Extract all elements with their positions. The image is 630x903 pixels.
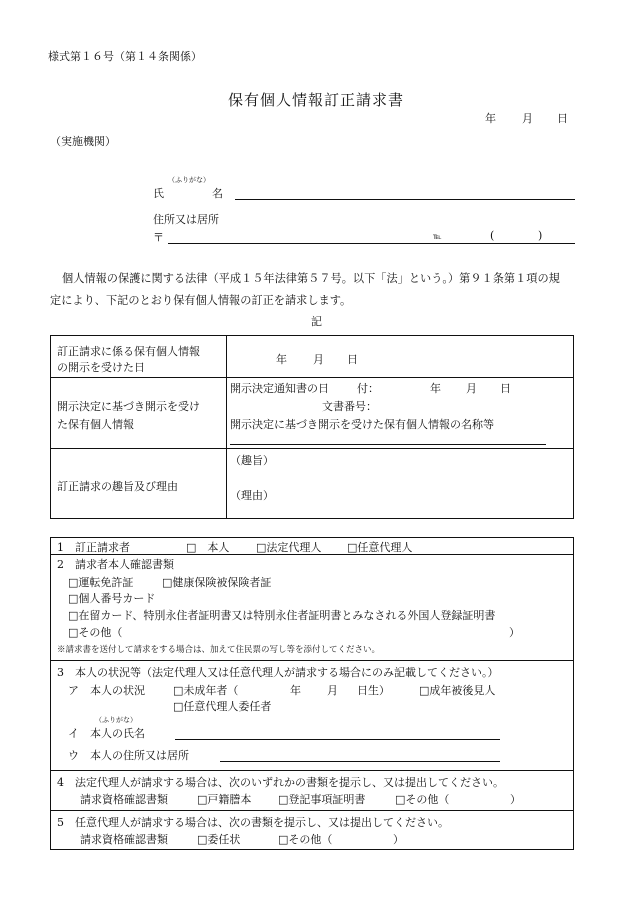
s5-other-checkbox[interactable]: □その他（ <box>278 833 333 846</box>
s4-docs-label: 請求資格確認書類 <box>80 793 168 806</box>
date-day: 日 <box>557 112 568 125</box>
s2-label: 2 請求者本人確認書類 <box>57 558 174 571</box>
s3-i-label: イ 本人の氏名 <box>68 727 145 740</box>
table1-row-line-2 <box>50 448 574 449</box>
name-underline[interactable] <box>235 199 575 200</box>
s2-insurance-checkbox[interactable]: □健康保険被保険者証 <box>162 576 272 589</box>
s2-residence-card-checkbox[interactable]: □在留カード、特別永住者証明書又は特別永住者証明書とみなされる外国人登録証明書 <box>68 609 496 622</box>
row1-label-1: 訂正請求に係る保有個人情報 <box>57 345 200 358</box>
table1-divider <box>226 335 227 519</box>
postal-mark: 〒 <box>153 231 164 244</box>
s1-voluntary-agent-checkbox[interactable]: □任意代理人 <box>347 541 413 554</box>
row2-day: 日 <box>500 382 511 395</box>
form-number: 様式第１６号（第１４条関係） <box>48 50 202 63</box>
s4-other-checkbox[interactable]: □その他（ <box>395 793 450 806</box>
row2-notice: 開示決定通知書の日 <box>230 382 329 395</box>
s3-a-label: ア 本人の状況 <box>68 684 145 697</box>
s3-a-month: 月 <box>327 684 338 697</box>
date-year: 年 <box>485 112 496 125</box>
tel-mark: ℡ <box>433 232 442 241</box>
row1-day: 日 <box>347 353 358 366</box>
s2-other-checkbox[interactable]: □その他（ <box>68 626 123 639</box>
row3-reason: （理由） <box>230 489 274 502</box>
s3-a-year: 年 <box>290 684 301 697</box>
row1-year: 年 <box>276 353 287 366</box>
furigana-label: （ふりがな） <box>168 176 210 184</box>
row2-label-2: た保有個人情報 <box>57 418 134 431</box>
s4-registry-checkbox[interactable]: □登記事項証明書 <box>278 793 366 806</box>
name-label-1: 氏 <box>153 187 164 200</box>
table2-line-2 <box>50 660 574 661</box>
address-underline[interactable] <box>168 243 575 244</box>
row1-month: 月 <box>313 353 324 366</box>
s3-a-birth: 日生） <box>357 684 390 697</box>
s5-other-close: ） <box>393 833 404 846</box>
row2-docno: 文書番号： <box>322 400 377 413</box>
name-label-2: 名 <box>212 187 223 200</box>
table1-row-line-1 <box>50 377 574 378</box>
date-month: 月 <box>522 112 533 125</box>
tel-paren-close: ) <box>538 229 543 242</box>
s1-self-checkbox[interactable]: □ 本人 <box>186 541 230 554</box>
s5-label: 5 任意代理人が請求する場合は、次の書類を提示し、又は提出してください。 <box>57 816 449 829</box>
s1-label: 1 訂正請求者 <box>57 541 130 554</box>
s3-address-underline[interactable] <box>220 761 500 762</box>
row2-dated: 付： <box>357 382 379 395</box>
s3-label: 3 本人の状況等（法定代理人又は任意代理人が請求する場合にのみ記載してください。） <box>57 666 499 679</box>
s3-minor-checkbox[interactable]: □未成年者（ <box>173 684 239 697</box>
s4-other-close: ） <box>510 793 521 806</box>
s2-other-close: ） <box>509 626 520 639</box>
table2-line-3 <box>50 770 574 771</box>
s2-mynumber-checkbox[interactable]: □個人番号カード <box>68 592 156 605</box>
s3-adult-ward-checkbox[interactable]: □成年被後見人 <box>419 684 496 697</box>
row3-purpose: （趣旨） <box>230 454 274 467</box>
row2-name-underline[interactable] <box>230 444 546 445</box>
s3-delegator-checkbox[interactable]: □任意代理人委任者 <box>173 700 272 713</box>
s2-note: ※請求書を送付して請求をする場合は、加えて住民票の写し等を添付してください。 <box>57 645 381 655</box>
tel-paren-open: ( <box>490 229 495 242</box>
institution-label: （実施機関） <box>50 135 116 148</box>
row2-year: 年 <box>430 382 441 395</box>
s4-label: 4 法定代理人が請求する場合は、次のいずれかの書類を提示し、又は提出してください。 <box>57 776 504 789</box>
row1-label-2: の開示を受けた日 <box>57 361 145 374</box>
s5-docs-label: 請求資格確認書類 <box>80 833 168 846</box>
s2-license-checkbox[interactable]: □運転免許証 <box>68 576 134 589</box>
intro-line-1: 個人情報の保護に関する法律（平成１５年法律第５７号。以下「法」という。）第９１条第１項の規 <box>62 272 560 285</box>
row2-label-1: 開示決定に基づき開示を受け <box>57 400 200 413</box>
s5-proxy-checkbox[interactable]: □委任状 <box>197 833 241 846</box>
row2-name: 開示決定に基づき開示を受けた保有個人情報の名称等 <box>230 418 494 431</box>
s3-u-label: ウ 本人の住所又は居所 <box>68 749 189 762</box>
s3-name-underline[interactable] <box>175 739 500 740</box>
s1-legal-agent-checkbox[interactable]: □法定代理人 <box>256 541 322 554</box>
address-label: 住所又は居所 <box>153 213 219 226</box>
page-title: 保有個人情報訂正請求書 <box>228 91 405 109</box>
table2-line-4 <box>50 810 574 811</box>
intro-line-2: 定により、下記のとおり保有個人情報の訂正を請求します。 <box>50 294 352 307</box>
s3-furigana-label: （ふりがな） <box>95 716 137 724</box>
ki-label: 記 <box>311 315 322 328</box>
s4-koseki-checkbox[interactable]: □戸籍謄本 <box>197 793 252 806</box>
row3-label: 訂正請求の趣旨及び理由 <box>57 480 178 493</box>
row2-month: 月 <box>466 382 477 395</box>
